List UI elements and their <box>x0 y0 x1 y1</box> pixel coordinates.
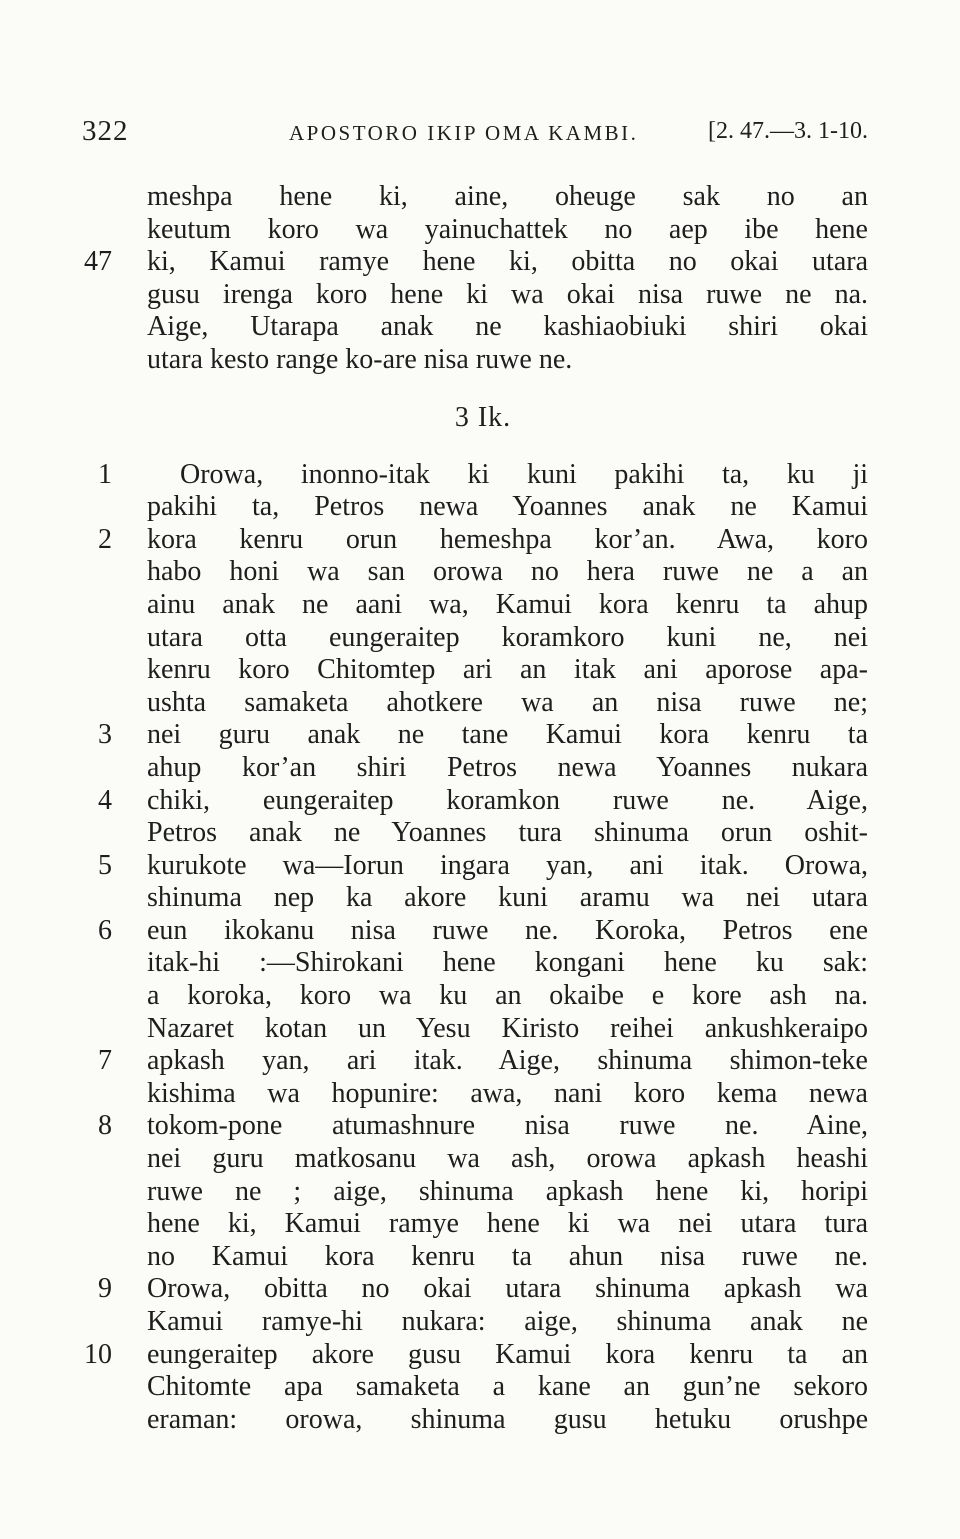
running-title: APOSTORO IKIP OMA KAMBI. <box>289 121 639 145</box>
text-line <box>0 1208 960 1241</box>
verse-number: 2 <box>98 523 112 555</box>
text-line <box>0 1176 960 1209</box>
chapter-heading: 3 Ik. <box>454 401 512 433</box>
text-line <box>0 279 960 312</box>
text-line <box>0 622 960 655</box>
line-text: nei guru matkosanu wa ash, orowa apkash heashi <box>147 1143 868 1175</box>
text-line <box>0 1273 960 1306</box>
text-line <box>0 556 960 589</box>
text-line <box>0 246 960 279</box>
text-line <box>0 311 960 344</box>
line-text: keutum koro wa yainuchattek no aep ibe hene <box>147 213 868 245</box>
line-text: shinuma nep ka akore kuni aramu wa nei utara <box>147 882 868 914</box>
line-text: utara kesto range ko-are nisa ruwe ne. <box>147 343 573 375</box>
text-line <box>0 1339 960 1372</box>
text-line <box>0 1371 960 1404</box>
text-line <box>0 1078 960 1111</box>
text-line <box>0 1143 960 1176</box>
text-line <box>0 344 960 377</box>
line-text: kora kenru orun hemeshpa kor’an. Awa, koro <box>147 523 868 555</box>
line-text: hene ki, Kamui ramye hene ki wa nei utara tura <box>147 1208 868 1240</box>
line-text: Chitomte apa samaketa a kane an gun’ne sekoro <box>147 1371 868 1403</box>
line-text: kenru koro Chitomtep ari an itak ani aporose apa- <box>147 654 868 686</box>
line-text: ruwe ne ; aige, shinuma apkash hene ki, horipi <box>147 1175 868 1207</box>
chapter-verse-reference: [2. 47.—3. 1-10. <box>708 118 868 144</box>
verse-number: 7 <box>98 1045 112 1077</box>
page-header <box>0 115 960 155</box>
line-text: Petros anak ne Yoannes tura shinuma orun oshit- <box>147 817 868 849</box>
verse-number: 6 <box>98 914 112 946</box>
verse-number: 8 <box>98 1110 112 1142</box>
text-line <box>0 1241 960 1274</box>
text-line <box>0 882 960 915</box>
line-text: eungeraitep akore gusu Kamui kora kenru ta an <box>147 1338 868 1370</box>
text-line <box>0 524 960 557</box>
verse-number: 5 <box>98 849 112 881</box>
line-text: gusu irenga koro hene ki wa okai nisa ruwe ne na. <box>147 278 868 310</box>
line-text: Nazaret kotan un Yesu Kiristo reihei ankushkeraipo <box>147 1012 868 1044</box>
text-line <box>0 1306 960 1339</box>
text-line <box>0 850 960 883</box>
line-text: tokom-pone atumashnure nisa ruwe ne. Aine, <box>147 1110 868 1142</box>
text-line <box>0 1404 960 1437</box>
line-text: ahup kor’an shiri Petros newa Yoannes nukara <box>147 751 868 783</box>
line-text: eun ikokanu nisa ruwe ne. Koroka, Petros ene <box>147 914 868 946</box>
paragraph-chapter-3 <box>0 459 960 1437</box>
verse-number: 3 <box>98 719 112 751</box>
text-line <box>0 181 960 214</box>
body-text <box>0 181 960 1436</box>
verse-number: 9 <box>98 1273 112 1305</box>
text-line <box>0 687 960 720</box>
text-line <box>0 915 960 948</box>
line-text: ki, Kamui ramye hene ki, obitta no okai utara <box>147 246 868 278</box>
text-line <box>0 589 960 622</box>
line-text: a koroka, koro wa ku an okaibe e kore ash na. <box>147 980 868 1012</box>
verse-number: 47 <box>84 246 112 278</box>
text-line <box>0 654 960 687</box>
verse-number: 10 <box>84 1338 112 1370</box>
text-line <box>0 1013 960 1046</box>
text-line <box>0 719 960 752</box>
text-line <box>0 1045 960 1078</box>
text-line <box>0 491 960 524</box>
page-number: 322 <box>82 115 129 147</box>
line-text: chiki, eungeraitep koramkon ruwe ne. Aige, <box>147 784 868 816</box>
text-line <box>0 817 960 850</box>
text-line <box>0 459 960 492</box>
verse-number: 1 <box>98 458 112 490</box>
line-text: meshpa hene ki, aine, oheuge sak no an <box>147 181 868 212</box>
text-line <box>0 1110 960 1143</box>
line-text: itak-hi :—Shirokani hene kongani hene ku sak: <box>147 947 868 979</box>
line-text: Orowa, obitta no okai utara shinuma apkash wa <box>147 1273 868 1305</box>
line-text: ainu anak ne aani wa, Kamui kora kenru ta ahup <box>147 588 868 620</box>
line-text: apkash yan, ari itak. Aige, shinuma shimon-teke <box>147 1045 868 1077</box>
line-text: utara otta eungeraitep koramkoro kuni ne, nei <box>147 621 868 653</box>
paragraph-chapter-2-end <box>0 181 960 377</box>
line-text: ushta samaketa ahotkere wa an nisa ruwe ne; <box>147 686 868 718</box>
line-text: Aige, Utarapa anak ne kashiaobiuki shiri okai <box>147 311 868 343</box>
text-line <box>0 752 960 785</box>
line-text: kishima wa hopunire: awa, nani koro kema newa <box>147 1077 868 1109</box>
text-line <box>0 980 960 1013</box>
line-text: pakihi ta, Petros newa Yoannes anak ne Kamui <box>147 491 868 523</box>
text-line <box>0 214 960 247</box>
line-text: Kamui ramye-hi nukara: aige, shinuma anak ne <box>147 1306 868 1337</box>
verse-number: 4 <box>98 784 112 816</box>
text-line <box>0 947 960 980</box>
text-line <box>0 785 960 818</box>
line-text: Orowa, inonno-itak ki kuni pakihi ta, ku ji <box>180 458 868 490</box>
line-text: habo honi wa san orowa no hera ruwe ne a an <box>147 556 868 588</box>
line-text: eraman: orowa, shinuma gusu hetuku orushpe <box>147 1403 868 1435</box>
line-text: kurukote wa—Iorun ingara yan, ani itak. Orowa, <box>147 849 868 881</box>
line-text: nei guru anak ne tane Kamui kora kenru ta <box>147 719 868 751</box>
line-text: no Kamui kora kenru ta ahun nisa ruwe ne. <box>147 1240 868 1272</box>
